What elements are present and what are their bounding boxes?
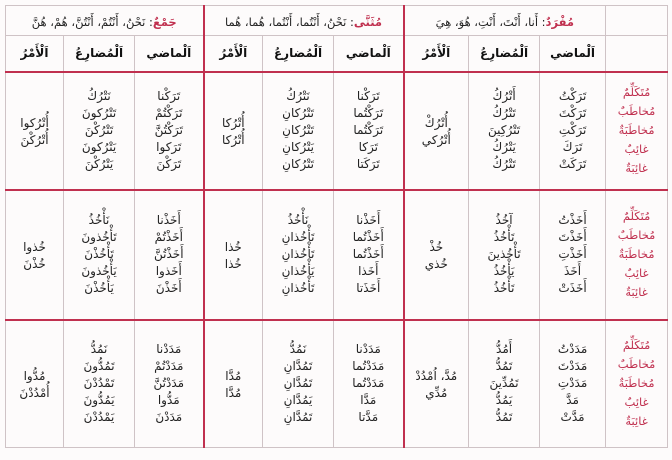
- form: تَمُدُّ: [495, 410, 513, 425]
- form: مَدَدْتِ: [557, 376, 588, 391]
- plural-group-title: جَمْعٌ: [152, 15, 177, 29]
- form: مُدَّا: [225, 368, 242, 383]
- form: أَخَذْتَ: [558, 230, 587, 244]
- imperative-forms: [6, 190, 64, 320]
- form: أُتْرُكْ: [424, 115, 448, 130]
- form: مُدِّي: [425, 385, 448, 400]
- person-labels: [606, 72, 668, 190]
- past-forms: [135, 320, 204, 448]
- form: تَرَكْنا: [356, 89, 380, 103]
- person-label: مُخاطَبٌ: [617, 228, 656, 242]
- form: مَدَّتا: [358, 410, 379, 425]
- form: تَأْخُذانِ: [281, 281, 315, 295]
- form: أَخَذْتُنَّ: [154, 247, 184, 261]
- imperative-forms: [204, 320, 263, 448]
- plural-pronouns: : نَحْنُ، أَنْتُمْ، أَنْتُنَّ، هُمْ، هُنَّ: [31, 15, 153, 29]
- person-label: غائِبَةٌ: [625, 414, 648, 429]
- form: تَأْخُذانِ: [281, 230, 315, 244]
- form: يَمْدُدْنَ: [83, 410, 115, 425]
- past-forms: [540, 320, 606, 448]
- form: أَخَذَ: [564, 264, 582, 278]
- verb-row-akhadha: [6, 190, 668, 320]
- form: مَدُّوا: [157, 393, 180, 408]
- form: أَخَذَتا: [356, 281, 381, 295]
- form: نَمُدُّ: [90, 342, 108, 357]
- verb-row-madda: [6, 320, 668, 448]
- form: تَتْرُكِينَ: [488, 123, 521, 137]
- form: خُذي: [424, 256, 448, 271]
- form: أَخَذوا: [155, 264, 182, 278]
- dual-imperative-header: اَلْأَمْرُ: [204, 36, 263, 72]
- form: مَدَدْتُما: [352, 359, 385, 374]
- form: أَخَذْتُما: [352, 247, 384, 261]
- form: تَمُدَّانِ: [283, 359, 313, 374]
- form: تَمُدُّونَ: [83, 359, 115, 374]
- form: تَأْخُذْنَ: [84, 247, 114, 261]
- person-label: مُخاطَبَةٌ: [618, 376, 655, 391]
- form: تَمُدِّينَ: [489, 376, 519, 391]
- imperative-forms: [404, 320, 469, 448]
- present-forms: [263, 320, 334, 448]
- present-forms: [64, 72, 135, 190]
- form: خُذا: [224, 256, 242, 271]
- form: أَتْرُكُ: [492, 89, 516, 103]
- present-forms: [64, 190, 135, 320]
- form: نَتْرُكُ: [87, 89, 111, 103]
- form: مَدَدْتَ: [557, 359, 588, 374]
- form: مُدَّ، اُمْدُدْ: [415, 368, 458, 383]
- past-forms: [135, 190, 204, 320]
- form: تَأْخُذونَ: [81, 230, 117, 244]
- person-label: مُخاطَبٌ: [617, 357, 656, 372]
- conjugation-page: [0, 5, 672, 460]
- form: تَتْرُكْنَ: [84, 123, 114, 137]
- dual-past-header: اَلْماضي: [334, 36, 404, 72]
- dual-present-header: اَلْمُضارِعُ: [263, 36, 334, 72]
- past-forms: [334, 320, 404, 448]
- person-label: مُتَكَلِّمٌ: [622, 209, 651, 223]
- form: يَمُدُّ: [495, 393, 513, 408]
- form: تَتْرُكونَ: [81, 106, 117, 120]
- form: تَرَكْتِ: [558, 123, 587, 137]
- present-forms: [263, 72, 334, 190]
- form: خُذْنَ: [23, 256, 46, 271]
- person-label: مُتَكَلِّمٌ: [622, 338, 651, 353]
- past-forms: [334, 190, 404, 320]
- form: تَمْدُدْنَ: [83, 376, 115, 391]
- group-title-row: [6, 6, 668, 36]
- form: أَخَذَتْ: [558, 281, 587, 295]
- imperative-forms: [204, 72, 263, 190]
- form: تَرَكْتُما: [353, 106, 384, 120]
- form: مَدَدْتُ: [557, 342, 588, 357]
- form: آخُذُ: [495, 213, 513, 227]
- form: أَمُدُّ: [496, 342, 513, 357]
- form: نَأْخُذُ: [287, 213, 309, 227]
- form: يَتْرُكْنَ: [84, 157, 114, 171]
- form: يَتْرُكُ: [492, 140, 516, 154]
- conjugation-table: [5, 5, 668, 448]
- person-label: مُخاطَبٌ: [617, 104, 656, 118]
- form: يَتْرُكانِ: [282, 140, 314, 154]
- form: يَتْرُكونَ: [81, 140, 117, 154]
- past-forms: [334, 72, 404, 190]
- form: مَدَدْتُمْ: [154, 359, 184, 374]
- form: مَدَدْتُما: [352, 376, 385, 391]
- singular-past-header: اَلْماضي: [540, 36, 606, 72]
- plural-group-header: [6, 6, 204, 36]
- form: تَأْخُذُ: [493, 230, 515, 244]
- present-forms: [469, 190, 540, 320]
- form: تَرَكْتُما: [353, 123, 384, 137]
- singular-pronouns: : أَنا، أَنْتَ، أَنْتِ، هُوَ، هِيَ: [435, 15, 546, 29]
- present-forms: [263, 190, 334, 320]
- singular-present-header: اَلْمُضارِعُ: [469, 36, 540, 72]
- form: تَرَكَتْ: [558, 157, 587, 171]
- form: تَرَكْنَ: [156, 157, 182, 171]
- form: أَخَذْتُ: [558, 213, 587, 227]
- person-label: غائِبٌ: [624, 395, 649, 410]
- person-label: مُتَكَلِّمٌ: [622, 85, 651, 99]
- form: أَخَذْتُمْ: [154, 230, 183, 244]
- past-forms: [135, 72, 204, 190]
- form: نَمُدُّ: [289, 342, 307, 357]
- form: أَخَذْنا: [156, 213, 181, 227]
- form: أُتْرُكْنَ: [20, 132, 49, 147]
- person-labels: [606, 190, 668, 320]
- form: أُمْدُدْنَ: [19, 385, 50, 400]
- imperative-forms: [404, 190, 469, 320]
- form: نَأْخُذُ: [88, 213, 110, 227]
- form: تَرَكْتُنَّ: [154, 123, 183, 137]
- form: تَمُدَّانِ: [283, 376, 313, 391]
- form: تَرَكوا: [156, 140, 182, 154]
- form: تَمُدُّ: [495, 359, 513, 374]
- form: تَتْرُكانِ: [282, 123, 314, 137]
- form: مَدَّتْ: [560, 410, 585, 425]
- plural-present-header: اَلْمُضارِعُ: [64, 36, 135, 72]
- form: خُذوا: [23, 239, 46, 254]
- form: تَرَكْتُمْ: [155, 106, 183, 120]
- corner-cell: [606, 6, 668, 36]
- form: مَدَدْتُنَّ: [153, 376, 185, 391]
- present-forms: [469, 72, 540, 190]
- form: تَتْرُكُ: [492, 157, 516, 171]
- column-header-row: [6, 36, 668, 72]
- form: مَدَدْنا: [156, 342, 182, 357]
- dual-group-title: مُثَنَّى: [353, 15, 383, 29]
- singular-group-title: مُفْرَدٌ: [545, 15, 574, 29]
- form: أَخَذا: [358, 264, 379, 278]
- form: أَخَذْتُما: [352, 230, 384, 244]
- past-forms: [540, 190, 606, 320]
- form: خُذا: [224, 239, 242, 254]
- form: يَأْخُذُ: [493, 264, 515, 278]
- person-label: غائِبٌ: [624, 266, 649, 280]
- plural-imperative-header: اَلْأَمْرُ: [6, 36, 64, 72]
- person-label: مُخاطَبَةٌ: [618, 247, 655, 261]
- form: تَأْخُذانِ: [281, 247, 315, 261]
- form: أَخَذْتِ: [558, 247, 587, 261]
- form: أُتْرُكي: [421, 132, 451, 147]
- dual-pronouns: : نَحْنُ، أَنْتُما، أَنْتُما، هُما، هُما: [225, 15, 354, 29]
- imperative-forms: [6, 320, 64, 448]
- person-header-cell: [606, 36, 668, 72]
- form: تَرَكا: [358, 140, 378, 154]
- form: تَرَكَ: [562, 140, 583, 154]
- form: مَدَدْنا: [355, 342, 381, 357]
- form: يَأْخُذونَ: [81, 264, 117, 278]
- person-label: غائِبَةٌ: [625, 161, 648, 175]
- form: يَمُدَّانِ: [283, 393, 313, 408]
- form: تَرَكَتا: [356, 157, 380, 171]
- plural-past-header: اَلْماضي: [135, 36, 204, 72]
- form: أُتْرُكوا: [20, 115, 49, 130]
- form: خُذْ: [429, 239, 444, 254]
- form: مَدَّ: [566, 393, 579, 408]
- form: تَتْرُكُ: [492, 106, 516, 120]
- form: تَرَكْتَ: [558, 106, 587, 120]
- form: يَأْخُذانِ: [281, 264, 315, 278]
- imperative-forms: [404, 72, 469, 190]
- form: تَرَكْنا: [157, 89, 181, 103]
- verb-row-taraka: [6, 72, 668, 190]
- form: أَخَذْنا: [356, 213, 381, 227]
- form: تَتْرُكانِ: [282, 157, 314, 171]
- form: مَدَدْنَ: [155, 410, 183, 425]
- dual-group-header: [204, 6, 404, 36]
- person-label: مُخاطَبَةٌ: [618, 123, 655, 137]
- present-forms: [469, 320, 540, 448]
- form: أُتْرُكا: [221, 115, 245, 130]
- form: يَأْخُذْنَ: [84, 281, 114, 295]
- singular-imperative-header: اَلْأَمْرُ: [404, 36, 469, 72]
- form: تَرَكْتُ: [558, 89, 587, 103]
- form: مَدَّا: [360, 393, 377, 408]
- person-label: غائِبَةٌ: [625, 285, 648, 299]
- past-forms: [540, 72, 606, 190]
- imperative-forms: [204, 190, 263, 320]
- imperative-forms: [6, 72, 64, 190]
- person-labels: [606, 320, 668, 448]
- form: أَخَذْنَ: [155, 281, 182, 295]
- form: تَأْخُذُ: [493, 281, 515, 295]
- form: مُدُّوا: [23, 368, 46, 383]
- form: نَتْرُكُ: [286, 89, 310, 103]
- form: أُتْرُكا: [221, 132, 245, 147]
- form: تَتْرُكانِ: [282, 106, 314, 120]
- person-label: غائِبٌ: [624, 142, 649, 156]
- present-forms: [64, 320, 135, 448]
- form: يَمُدُّونَ: [83, 393, 115, 408]
- form: تَأْخُذينَ: [487, 247, 521, 261]
- singular-group-header: [404, 6, 606, 36]
- form: تَمُدَّانِ: [283, 410, 313, 425]
- form: مُدَّا: [225, 385, 242, 400]
